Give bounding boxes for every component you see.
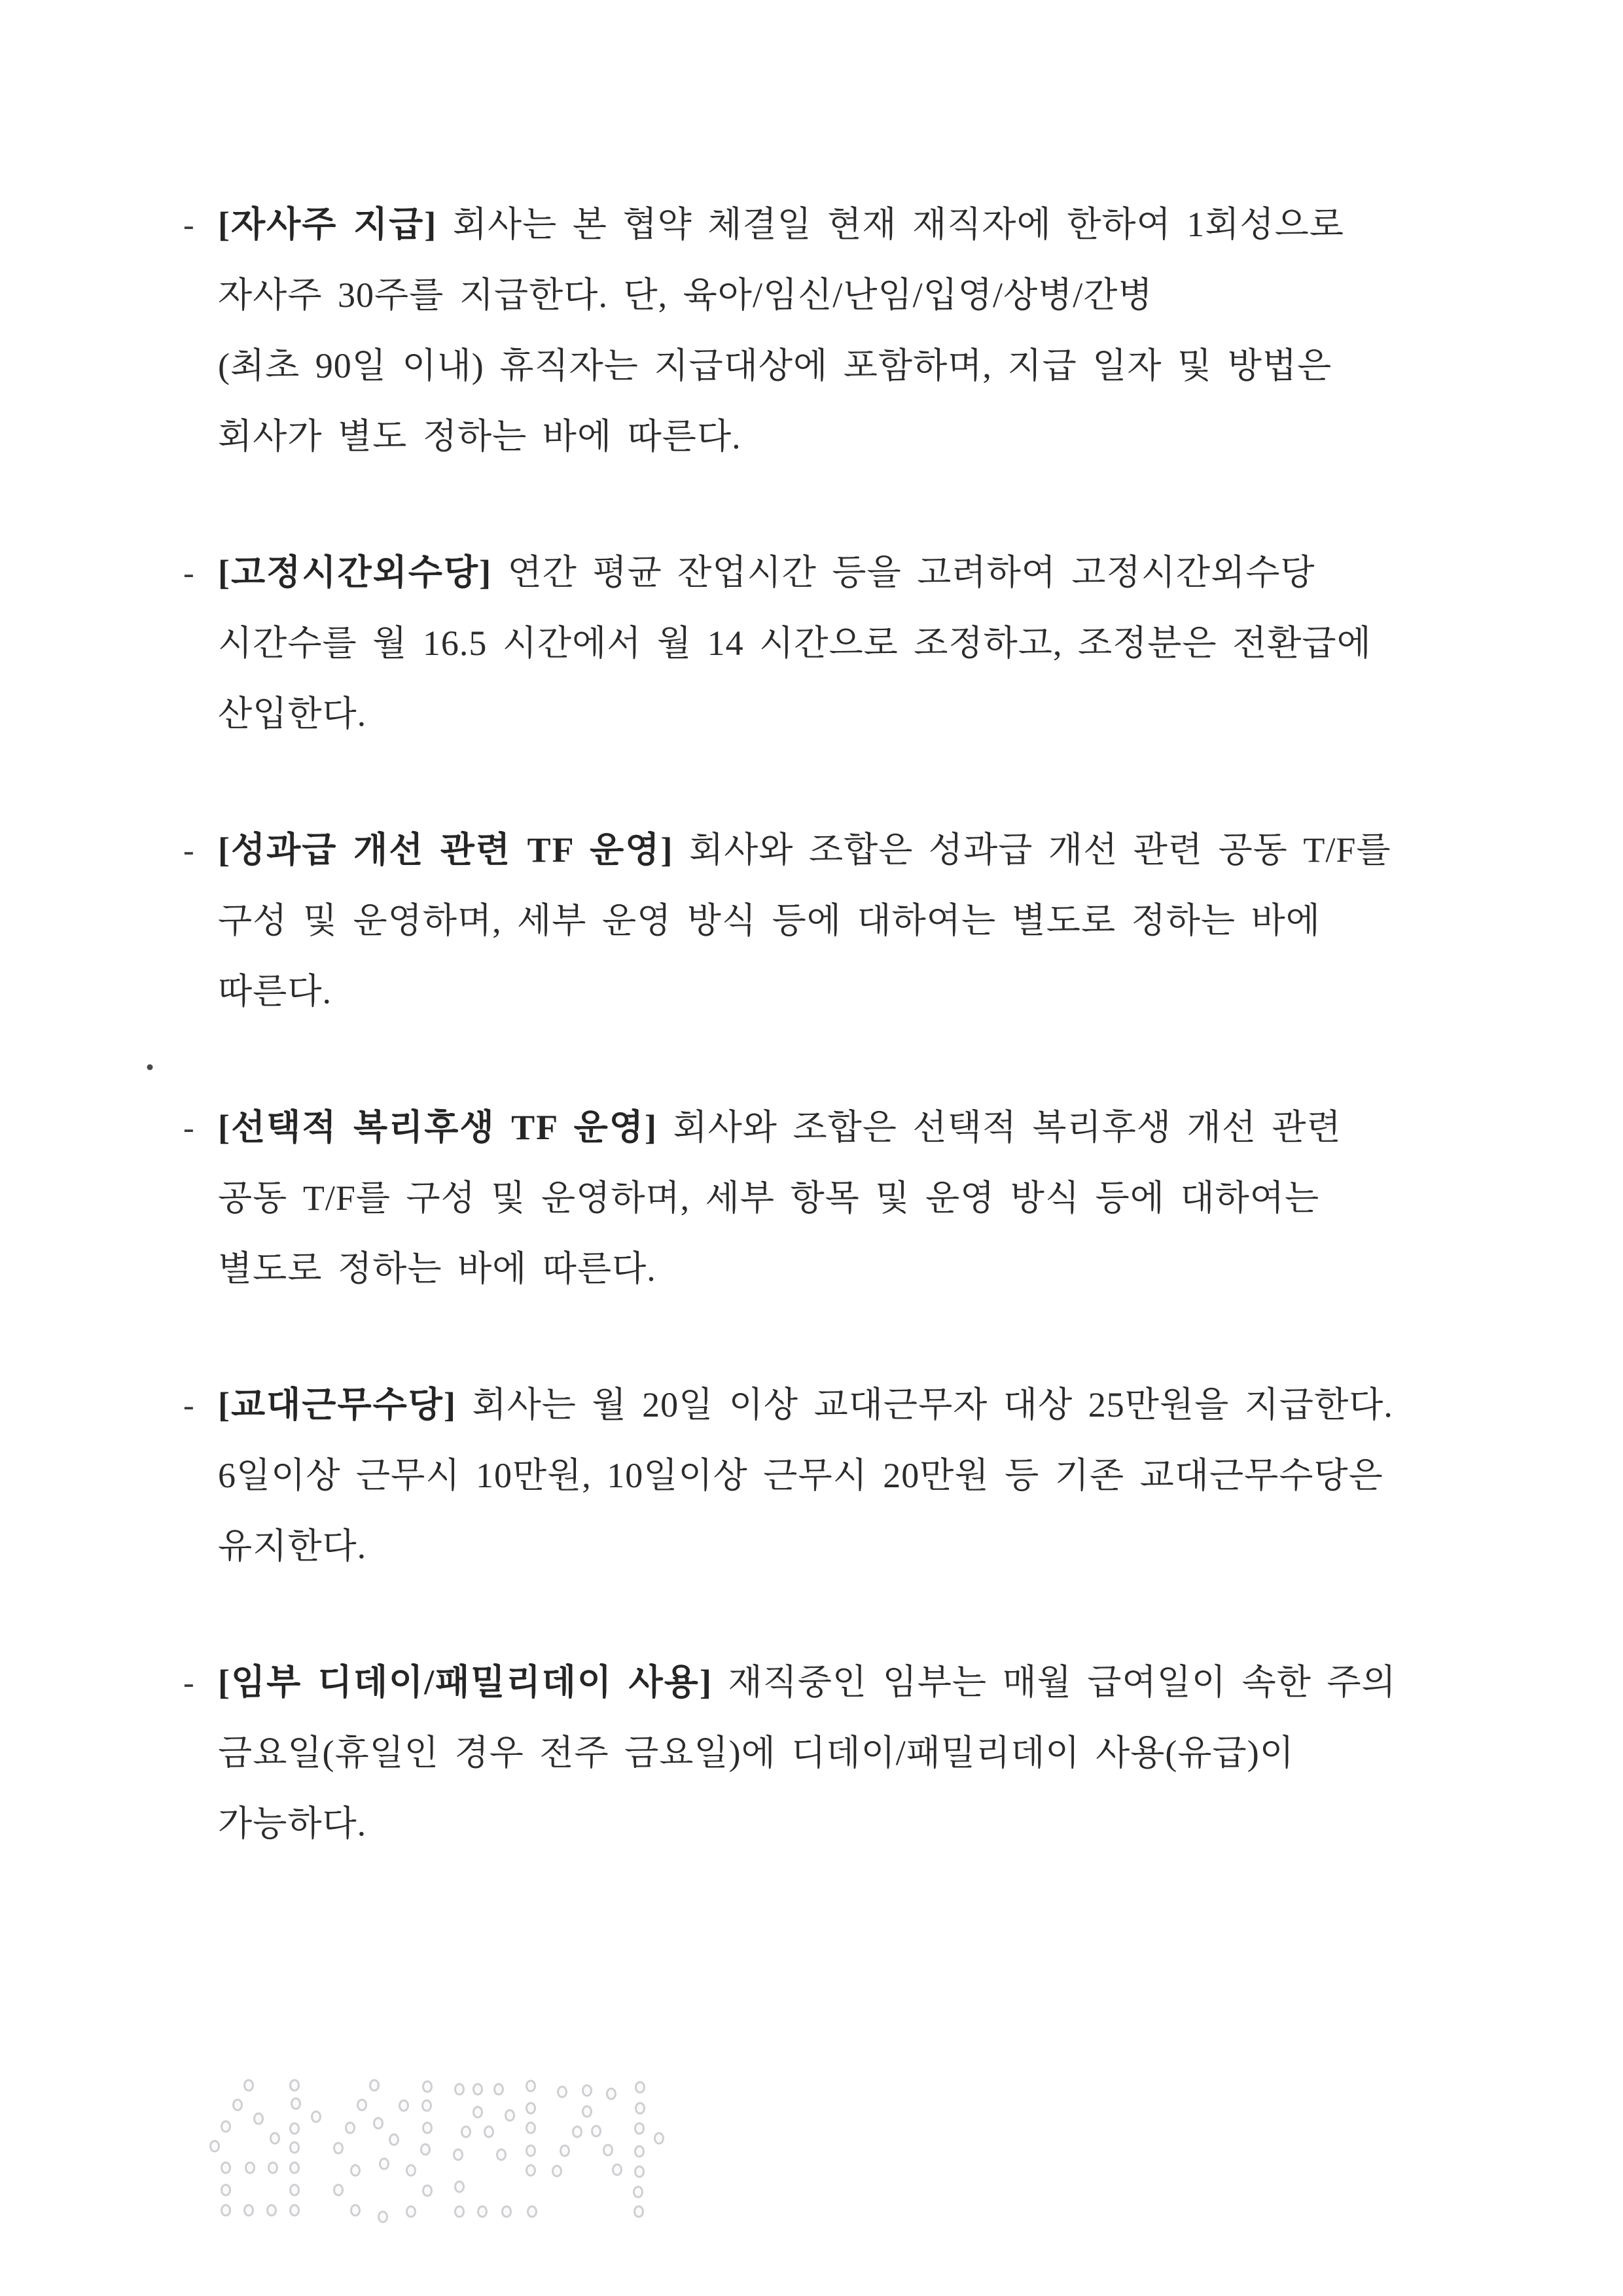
watermark-dot [582,2106,592,2118]
bullet-marker: - [183,1664,195,1701]
watermark-dot [526,2164,536,2177]
watermark-dot [399,2100,409,2112]
watermark-dot [552,2165,562,2178]
bullet-marker: - [183,206,195,243]
watermark-dot [266,2204,277,2217]
watermark-dot [333,2184,344,2197]
bullet-list [183,189,1558,1859]
bullet-text: 재직중인 임부는 매월 급여일이 속한 주의 [728,1663,1397,1702]
bullet-first-line [218,1647,1558,1718]
bullet-text: 연간 평균 잔업시간 등을 고려하여 고정시간외수당 [507,553,1315,592]
bullet-text: 시간수를 월 16.5 시간에서 월 14 시간으로 조정하고, 조정분은 전환급에 [218,624,1372,663]
watermark-dot [232,2099,243,2111]
bullet-item-stock-grant [183,189,1558,472]
watermark-dot [291,2098,301,2110]
bullet-text: 가능하다. [218,1804,367,1843]
watermark-dot [635,2102,645,2115]
bullet-first-line [218,537,1558,608]
watermark-dot [526,2122,536,2134]
bullet-title: [임부 디데이/패밀리데이 사용] [218,1663,713,1702]
watermark-dot [378,2211,388,2223]
watermark-dot [221,2121,231,2133]
watermark-dot [526,2102,536,2115]
bullet-item-fixed-overtime [183,537,1558,749]
watermark-dot [422,2122,433,2134]
bullet-title: [성과급 개선 관련 TF 운영] [218,830,674,870]
watermark-dot [572,2126,582,2138]
watermark-dot [477,2206,488,2218]
watermark-dot [379,2158,389,2170]
bullet-body [218,1092,1558,1304]
bullet-text: 6일이상 근무시 10만원, 10일이상 근무시 20만원 등 기존 교대근무수당은 [218,1456,1383,1495]
bullet-item-welfare-tf [183,1092,1558,1304]
bullet-first-line [218,1369,1558,1440]
watermark-dot [527,2206,537,2218]
bullet-text: 구성 및 운영하며, 세부 운영 방식 등에 대하여는 별도로 정하는 바에 [218,901,1321,940]
bullet-text: 회사가 별도 정하는 바에 따른다. [218,417,741,456]
watermark-dot [221,2162,231,2174]
watermark-dot [406,2164,416,2177]
bullet-marker: - [183,832,195,868]
watermark-dot [209,2140,220,2153]
watermark-dot [311,2111,321,2123]
watermark-dot [350,2164,361,2177]
watermark-dot [420,2144,431,2156]
watermark-dot [634,2123,645,2135]
watermark-dot [634,2166,645,2178]
bullet-item-dday-familyday [183,1647,1558,1859]
watermark-dot [270,2132,280,2145]
watermark-dot [345,2122,355,2134]
watermark-dot [633,2206,644,2218]
watermark-dot [454,2206,465,2218]
watermark-dot [634,2146,645,2158]
watermark-dot [289,2204,300,2217]
watermark-dot [389,2134,399,2146]
bullet-marker: - [183,1109,195,1146]
watermark-dot [591,2125,601,2138]
watermark-dot [221,2184,231,2197]
bullet-text: 산입한다. [218,694,367,733]
watermark-dot [245,2162,255,2174]
watermark-dot [221,2204,231,2217]
watermark-dot [501,2206,512,2218]
watermark-dot [473,2106,483,2119]
watermark-dot [268,2162,278,2174]
bullet-text: 공동 T/F를 구성 및 운영하며, 세부 항목 및 운영 방식 등에 대하여는 [218,1178,1320,1218]
watermark-dot [243,2079,254,2092]
watermark-dot [505,2110,515,2122]
watermark-dot [422,2185,433,2197]
watermark-dot [289,2123,300,2135]
watermark-dot [333,2142,344,2155]
watermark-dot [654,2132,664,2145]
bullet-text: 회사와 조합은 선택적 복리후생 개선 관련 [673,1108,1342,1147]
watermark-dot [582,2085,592,2097]
bullet-first-line [218,815,1558,885]
watermark-dot [357,2099,367,2111]
watermark-dot [243,2204,254,2217]
watermark-dot [603,2144,613,2157]
bullet-first-line [218,1092,1558,1163]
watermark-dot [473,2083,483,2096]
watermark-dot [493,2083,504,2096]
watermark-dot [454,2083,465,2096]
watermark-dot [369,2079,380,2092]
bullet-marker: - [183,554,195,591]
bullet-text: 금요일(휴일인 경우 전주 금요일)에 디데이/패밀리데이 사용(유급)이 [218,1733,1294,1773]
watermark-dot [253,2113,264,2125]
bullet-body [218,815,1558,1027]
watermark-dot [612,2164,622,2176]
bullet-body [218,1647,1558,1859]
bullet-text: (최초 90일 이내) 휴직자는 지급대상에 포함하며, 지급 일자 및 방법은 [218,346,1332,385]
bullet-title: [선택적 복리후생 TF 운영] [218,1108,658,1147]
watermark-dot [453,2149,463,2161]
watermark-dot [289,2142,300,2154]
bullet-first-line [218,189,1558,260]
bullet-text: 회사와 조합은 성과급 개선 관련 공동 T/F를 [688,830,1391,870]
watermark-dot [560,2145,570,2157]
bullet-text: 따른다. [218,972,332,1011]
watermark-dot [421,2100,432,2112]
watermark-dot [373,2117,383,2130]
bullet-text: 회사는 본 협약 체결일 현재 재직자에 한하여 1회성으로 [452,205,1344,244]
watermark-dot [289,2162,300,2174]
watermark-dot [454,2181,465,2193]
bullet-item-incentive-tf [183,815,1558,1027]
bullet-body [218,537,1558,749]
watermark-dot [289,2079,300,2092]
scan-artifact-dot [147,1065,153,1070]
bullet-title: [교대근무수당] [218,1385,457,1424]
bullet-title: [자사주 지급] [218,205,438,244]
watermark-dot [526,2080,536,2093]
watermark-dot [422,2081,433,2093]
watermark-dot [557,2086,567,2098]
watermark-dot [350,2204,361,2217]
watermark-dot [526,2145,536,2157]
bullet-text: 자사주 30주를 지급한다. 단, 육아/임신/난임/입영/상병/간병 [218,275,1153,315]
watermark-dot [606,2088,616,2100]
watermark-dot [484,2126,494,2138]
bullet-item-shift-allowance [183,1369,1558,1581]
watermark-dot [635,2081,645,2094]
watermark-dot [289,2184,300,2197]
bullet-text: 회사는 월 20일 이상 교대근무자 대상 25만원을 지급한다. [472,1385,1393,1424]
bullet-body [218,1369,1558,1581]
bullet-text: 별도로 정하는 바에 따른다. [218,1249,656,1288]
bullet-text: 유지한다. [218,1527,367,1566]
bullet-body [218,189,1558,472]
bullet-title: [고정시간외수당] [218,553,493,592]
bullet-marker: - [183,1386,195,1423]
watermark-dot [406,2206,416,2218]
watermark-dot [633,2186,643,2199]
watermark-dot [496,2149,507,2161]
watermark-dot [461,2126,471,2138]
